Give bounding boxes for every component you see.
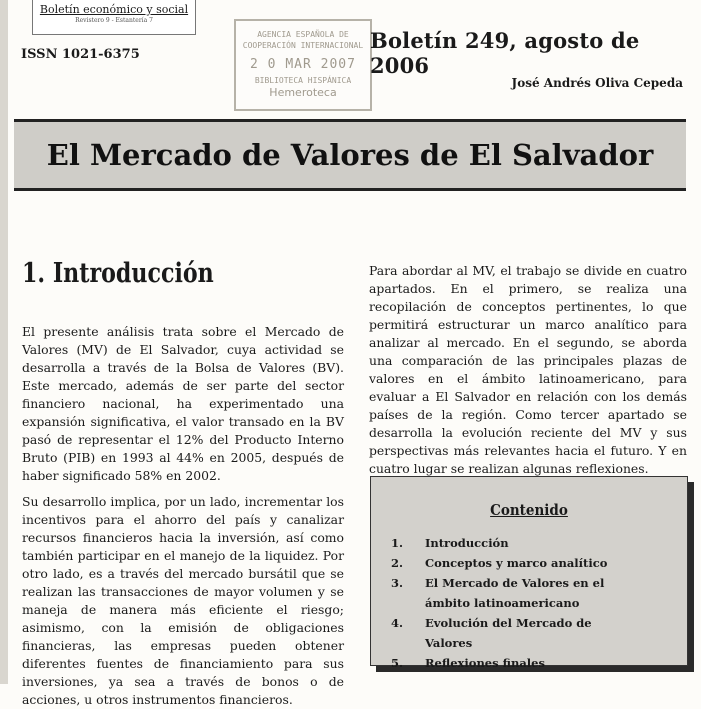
list-item <box>371 573 687 613</box>
title-banner <box>14 119 686 191</box>
page-edge <box>0 0 8 684</box>
stamp-date: 2 0 MAR 2007 <box>250 57 356 72</box>
item-number: 1. <box>390 536 403 550</box>
list-item <box>371 653 687 673</box>
document-title: El Mercado de Valores de El Salvador <box>46 138 654 172</box>
item-number: 2. <box>390 556 403 570</box>
item-number: 4. <box>390 616 403 630</box>
stamp-line-2: COOPERACIÓN INTERNACIONAL <box>242 41 364 50</box>
item-label: El Mercado de Valores en el ámbito latinoamericano <box>425 576 605 610</box>
contents-box <box>370 476 688 670</box>
publication-tab <box>32 0 196 35</box>
item-number: 5. <box>390 656 403 670</box>
section-heading: 1. Introducción <box>22 258 214 289</box>
stamp-line-1: AGENCIA ESPAÑOLA DE <box>257 30 349 39</box>
item-number: 3. <box>390 576 403 590</box>
item-label: Evolución del Mercado de Valores <box>425 616 592 650</box>
paragraph-2: Su desarrollo implica, por un lado, incrementar los incentivos para el ahorro del país y canalizar recursos financieros hacia la inversión, así como también participar en el manejo de la liquidez. Por otro lado, es a través del mercado bursátil que se realizan las transacciones de mayor volumen y se maneja de manera más eficiente el riesgo; asimismo, con la emisión de obligaciones financieras, las empresas pueden obtener diferentes fuentes de financiamiento para sus inversiones, ya sea a través de bonos o de acciones, u otros instrumentos financieros. <box>22 494 344 707</box>
stamp-line-3: BIBLIOTECA HISPÁNICA <box>254 76 352 85</box>
bulletin-number: Boletín 249, agosto de 2006 <box>370 28 640 78</box>
issn: ISSN 1021-6375 <box>21 47 140 62</box>
item-label: Introducción <box>425 536 509 550</box>
paragraph-3: Para abordar al MV, el trabajo se divide en cuatro apartados. En el primero, se realiza una recopilación de conceptos pertinentes, lo que permitirá estructurar un marco analítico para analizar al mercado. En el segundo, se aborda una comparación de las principales plazas de valores en el ámbito latinoamericano, para evaluar a El Salvador en relación con los demás países de la región. Como tercer apartado se desarrolla la evolución reciente del MV y sus perspectivas más relevantes hacia el futuro. Y en cuatro lugar se realizan algunas reflexiones. <box>369 263 687 476</box>
contents-title: Contenido <box>490 501 568 519</box>
stamp-line-4: Hemeroteca <box>269 86 337 99</box>
list-item <box>371 533 687 553</box>
list-item <box>371 613 687 653</box>
author: José Andrés Oliva Cepeda <box>511 76 683 90</box>
shelf-mark: Revistero 9 - Estantería 7 <box>75 17 153 24</box>
contents-list <box>371 533 687 673</box>
publication-name: Boletín económico y social <box>39 3 189 16</box>
item-label: Conceptos y marco analítico <box>425 556 608 570</box>
paragraph-1: El presente análisis trata sobre el Mercado de Valores (MV) de El Salvador, cuya actividad se desarrolla a través de la Bolsa de Valores (BV). Este mercado, además de ser parte del sector financiero nacional, ha experimentado una expansión significativa, el valor transado en la BV pasó de representar el 12% del Producto Interno Bruto (PIB) en 1993 al 44% en 2005, después de haber significado 58% en 2002. <box>22 324 344 483</box>
library-stamp <box>234 19 372 111</box>
item-label: Reflexiones finales <box>425 656 545 670</box>
list-item <box>371 553 687 573</box>
